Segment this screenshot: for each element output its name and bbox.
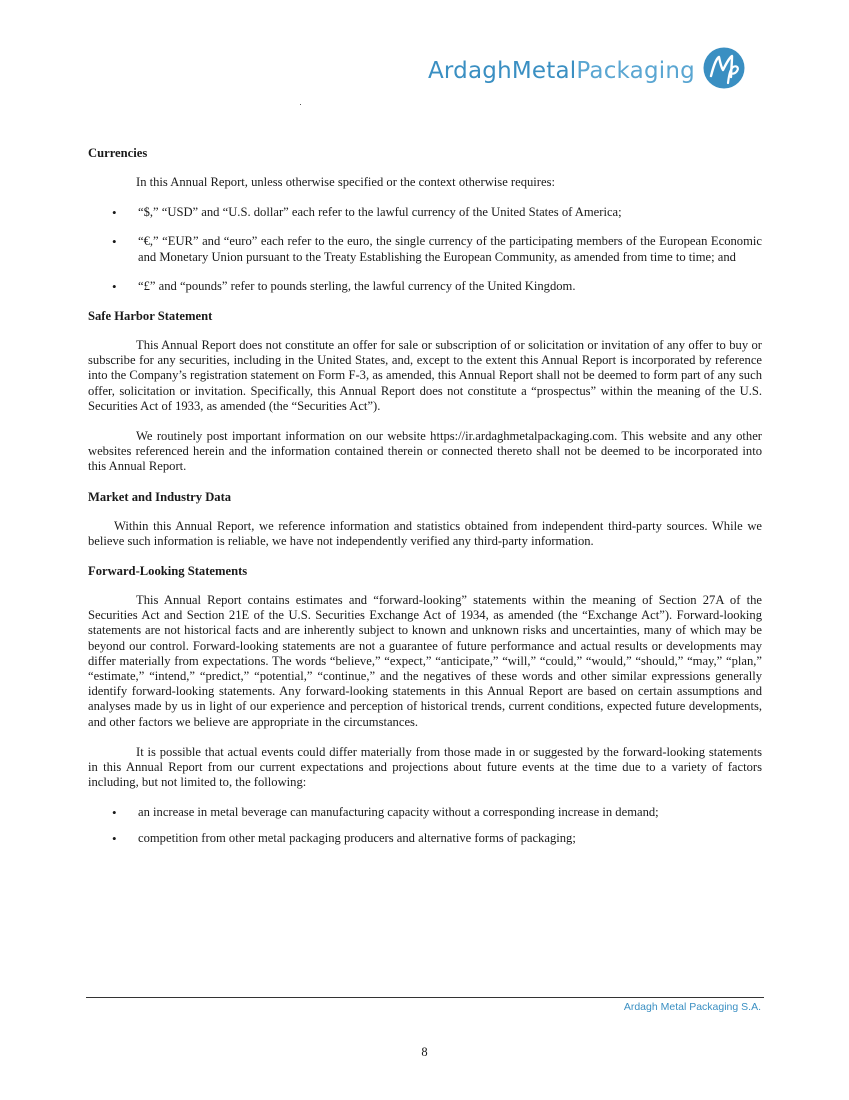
logo-wordmark <box>428 58 695 84</box>
page-content <box>88 146 762 861</box>
logo-word-ardagh: Ardagh <box>428 58 512 84</box>
list-item: • “€,” “EUR” and “euro” each refer to the euro, the single currency of the participating members of the European Economic and Monetary Union pursuant to the Treaty Establishing the European Community, as amended from time to time; and <box>88 234 762 264</box>
market-data-heading: Market and Industry Data <box>88 489 232 504</box>
footer-divider <box>86 997 764 998</box>
page-number: 8 <box>421 1045 428 1059</box>
safe-harbor-heading: Safe Harbor Statement <box>88 309 213 324</box>
footer-company-name: Ardagh Metal Packaging S.A. <box>623 1001 761 1013</box>
currencies-intro: In this Annual Report, unless otherwise specified or the context otherwise requires: <box>136 175 555 189</box>
forward-looking-paragraph-2: It is possible that actual events could differ materially from those made in or suggested by the forward-looking statements in this Annual Report from our current expectations and projections about future events at the time due to a variety of factors including, but not limited to, the following: <box>88 744 762 790</box>
list-item: • an increase in metal beverage can manufacturing capacity without a corresponding increase in demand; <box>88 805 762 820</box>
company-logo <box>428 52 746 90</box>
logo-emblem-icon <box>702 46 746 90</box>
forward-looking-paragraph-1: This Annual Report contains estimates and “forward-looking” statements within the meaning of Section 27A of the Securities Act and Section 21E of the U.S. Securities Exchange Act of 1934, as amended (the “Exchange Act”). Forward-looking statements are not historical facts and are inherently subject to known and unknown risks and uncertainties, many of which may be beyond our control. Forward-looking statements are not a guarantee of future performance and actual results or developments may differ materially from expectations. The words “believe,” “expect,” “anticipate,” “will,” “could,” “would,” “should,” “may,” “plan,” “estimate,” “intend,” “predict,” “potential,” “continue,” and the negatives of these words and other similar expressions generally identify forward-looking statements. Any forward-looking statements in this Annual Report are based on certain assumptions and analyses made by us in light of our experience and perception of historical trends, current conditions, expected future developments, and other factors we believe are appropriate in the circumstances. <box>88 593 762 729</box>
list-item: • competition from other metal packaging producers and alternative forms of packaging; <box>88 831 762 846</box>
list-item: • “£” and “pounds” refer to pounds sterling, the lawful currency of the United Kingdom. <box>88 279 762 294</box>
list-item: • “$,” “USD” and “U.S. dollar” each refer to the lawful currency of the United States of America; <box>88 205 762 220</box>
forward-looking-heading: Forward-Looking Statements <box>88 564 248 579</box>
stray-mark <box>300 104 301 105</box>
logo-word-metal: Metal <box>511 58 577 84</box>
risk-factors-list <box>88 805 762 845</box>
market-data-paragraph: Within this Annual Report, we reference information and statistics obtained from independent third-party sources. While we believe such information is reliable, we have not independently verified any third-party information. <box>88 518 762 548</box>
safe-harbor-paragraph-1: This Annual Report does not constitute an offer for sale or subscription of or solicitation or invitation of any offer to buy or subscribe for any securities, including in the United States, and, except to the extent this Annual Report is incorporated by reference into the Company’s registration statement on Form F-3, as amended, this Annual Report shall not be deemed to form part of any such offer, solicitation or invitation. Specifically, this Annual Report does not constitute a “prospectus” within the meaning of the U.S. Securities Act of 1933, as amended (the “Securities Act”). <box>88 338 762 413</box>
currencies-list <box>88 205 762 294</box>
logo-word-packaging: Packaging <box>576 58 695 84</box>
currencies-heading: Currencies <box>88 146 148 160</box>
safe-harbor-paragraph-2: We routinely post important information on our website https://ir.ardaghmetalpackaging.com. This website and any other websites referenced herein and the information contained therein or connected thereto shall not be deemed to be incorporated into this Annual Report. <box>88 429 762 474</box>
